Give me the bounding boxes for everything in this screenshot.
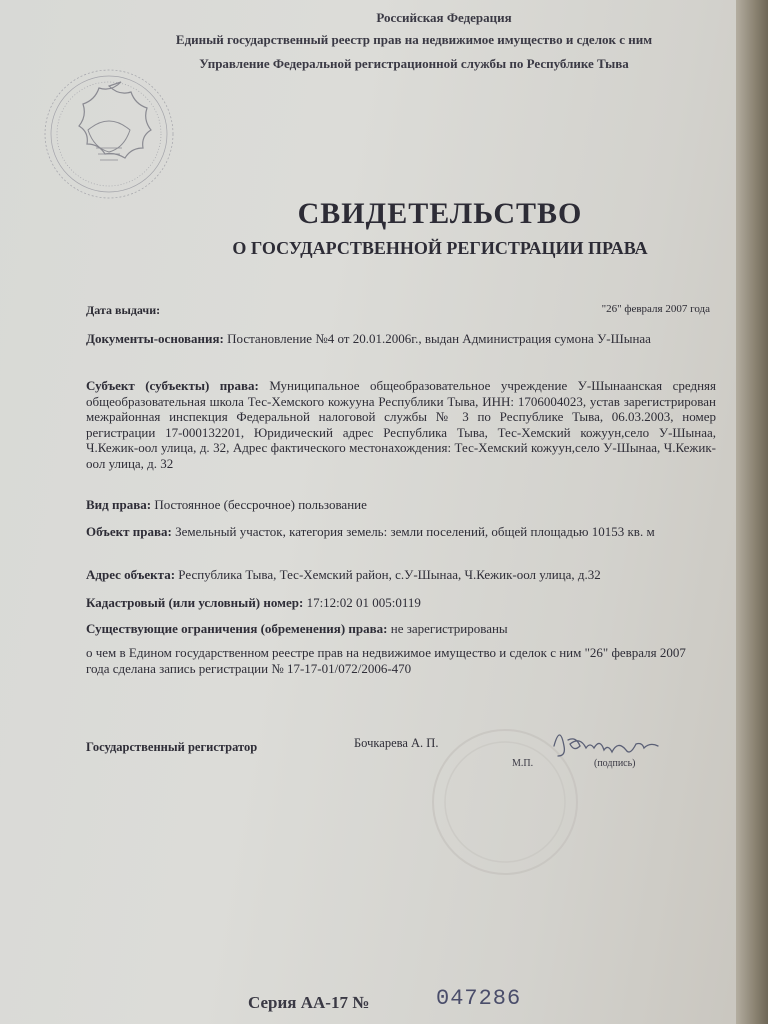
- registrar-name: Бочкарева А. П.: [354, 736, 439, 750]
- seal-place-label: М.П.: [512, 758, 534, 769]
- background-surface: [736, 0, 768, 1024]
- right-type-label: Вид права:: [86, 497, 152, 512]
- document-title: СВИДЕТЕЛЬСТВО: [297, 197, 583, 230]
- header-registry: Единый государственный реестр прав на недвижимое имущество и сделок с ним: [175, 32, 653, 47]
- cadastral-row: [86, 595, 716, 611]
- address-row: [86, 567, 716, 583]
- issue-date-label: Дата выдачи:: [86, 303, 161, 317]
- series-label: Серия АА-17 №: [248, 993, 370, 1012]
- basis-row: [86, 331, 716, 347]
- registrar-role: Государственный регистратор: [86, 740, 258, 754]
- restrictions-row: [86, 621, 716, 637]
- address-value: Республика Тыва, Тес-Хемский район, с.У-Шынаа, Ч.Кежик-оол улица, д.32: [178, 567, 601, 582]
- handwritten-signature: [540, 718, 700, 768]
- object-row: [86, 524, 716, 540]
- object-label: Объект права:: [86, 524, 172, 539]
- cadastral-value: 17:12:02 01 005:0119: [306, 595, 421, 610]
- object-value: Земельный участок, категория земель: земли поселений, общей площадью 10153 кв. м: [175, 524, 655, 539]
- header-authority: Управление Федеральной регистрационной службы по Республике Тыва: [199, 56, 629, 71]
- issue-date-value: "26" февраля 2007 года: [601, 303, 710, 315]
- issue-date-row: [86, 303, 716, 318]
- document-subtitle: О ГОСУДАРСТВЕННОЙ РЕГИСТРАЦИИ ПРАВА: [232, 238, 648, 258]
- subject-row: [86, 378, 716, 471]
- record-text: о чем в Едином государственном реестре прав на недвижимое имущество и сделок с ним "26" февраля 2007 года сделана запись регистрации № 17-17-01/072/2006-470: [86, 645, 686, 676]
- cadastral-label: Кадастровый (или условный) номер:: [86, 595, 304, 610]
- address-label: Адрес объекта:: [86, 567, 176, 582]
- header-country: Российская Федерация: [376, 10, 512, 25]
- right-type-row: [86, 497, 716, 513]
- basis-label: Документы-основания:: [86, 331, 224, 346]
- right-type-value: Постоянное (бессрочное) пользование: [154, 497, 367, 512]
- subject-label: Субъект (субъекты) права:: [86, 378, 259, 393]
- restrictions-value: не зарегистрированы: [390, 621, 508, 636]
- signature-hint: (подпись): [594, 758, 636, 769]
- tuva-emblem-icon: [40, 62, 178, 202]
- certificate-number: 047286: [436, 986, 522, 1011]
- restrictions-label: Существующие ограничения (обременения) права:: [86, 621, 388, 636]
- basis-value: Постановление №4 от 20.01.2006г., выдан Администрация сумона У-Шынаа: [227, 331, 651, 346]
- subject-value: Муниципальное общеобразовательное учреждение У-Шынаанская средняя общеобразовательная школа Тес-Хемского кожууна Республики Тыва, ИНН: 1706004023, устав зарегистрирован межрайонная инспекция Федеральной налоговой службы № 3 по Республике Тыва, 06.03.2003, номер регистрации 17-000132201, Юридический адрес Республика Тыва, Тес-Хемский кожуун,село У-Шынаа, Ч.Кежик-оол улица, д. 32, Адрес фактического местонахождения: Тес-Хемский кожуун,село У-Шынаа, Ч.Кежик-оол улица, д. 32: [86, 378, 716, 471]
